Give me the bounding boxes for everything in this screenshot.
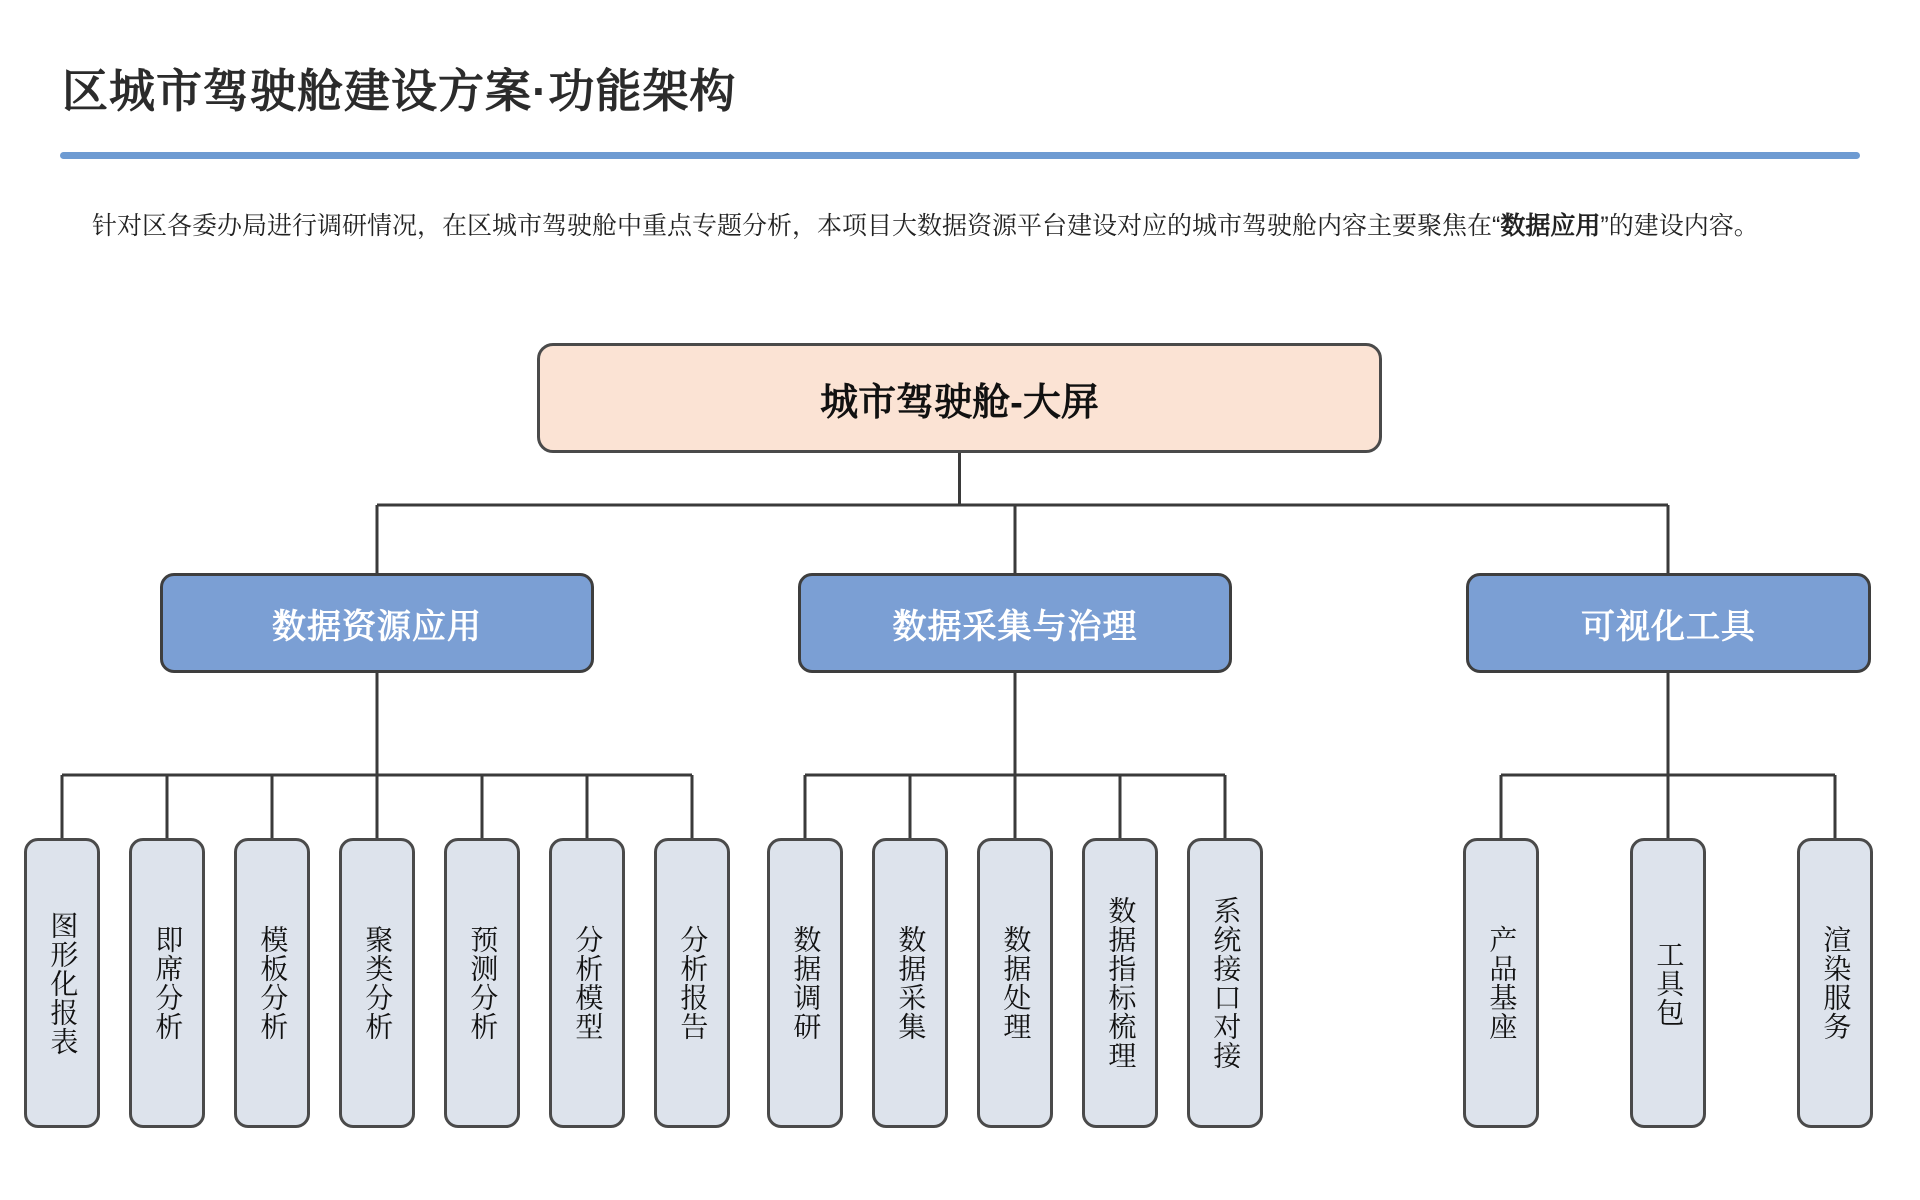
node-root-label: 城市驾驶舱-大屏 [820,381,1099,424]
node-branch-data-resource-application[interactable] [160,573,594,673]
leaf-node[interactable] [1082,838,1158,1128]
node-branch-visualization-tools[interactable] [1466,573,1871,673]
page-title: 区城市驾驶舱建设方案·功能架构 [62,65,737,117]
leaf-node[interactable] [129,838,205,1128]
intro-quote-open: “ [1492,212,1501,240]
leaf-node[interactable] [872,838,948,1128]
leaf-node[interactable] [234,838,310,1128]
node-branch-label: 可视化工具 [1581,607,1756,646]
leaf-node[interactable] [339,838,415,1128]
leaf-node-label: 图形化报表 [47,910,79,1056]
leaf-node-label: 工具包 [1653,939,1685,1027]
node-branch-data-collection-governance[interactable] [798,573,1232,673]
leaf-node-label: 数据处理 [1000,925,1032,1041]
leaf-node-label: 分析模型 [572,925,604,1041]
node-branch-label: 数据资源应用 [272,607,482,646]
leaf-node[interactable] [654,838,730,1128]
leaf-node[interactable] [1463,838,1539,1128]
leaf-node[interactable] [24,838,100,1128]
leaf-node-label: 预测分析 [467,925,499,1041]
leaf-node-label: 模板分析 [257,925,289,1041]
intro-text-part2: 的建设内容。 [1608,212,1759,240]
leaf-node[interactable] [767,838,843,1128]
node-root-city-cockpit[interactable] [537,343,1382,453]
intro-bold-term: 数据应用 [1500,212,1601,240]
leaf-node[interactable] [1797,838,1873,1128]
leaf-node-label: 渲染服务 [1820,925,1852,1041]
leaf-node-label: 系统接口对接 [1210,896,1242,1070]
leaf-node-label: 数据调研 [790,925,822,1041]
leaf-node-label: 数据指标梳理 [1105,896,1137,1070]
intro-text-part1: 针对区各委办局进行调研情况，在区城市驾驶舱中重点专题分析，本项目大数据资源平台建设对应的城市驾驶舱内容主要聚焦在 [92,212,1493,240]
leaf-node[interactable] [549,838,625,1128]
leaf-node-label: 即席分析 [152,925,184,1041]
leaf-node[interactable] [1630,838,1706,1128]
leaf-node-label: 产品基座 [1486,925,1518,1041]
leaf-node-label: 分析报告 [677,925,709,1041]
leaf-node-label: 聚类分析 [362,925,394,1041]
intro-quote-close: ” [1600,212,1609,240]
node-branch-label: 数据采集与治理 [892,607,1138,646]
leaf-node[interactable] [1187,838,1263,1128]
leaf-node[interactable] [444,838,520,1128]
leaf-node-label: 数据采集 [895,925,927,1041]
leaf-node[interactable] [977,838,1053,1128]
